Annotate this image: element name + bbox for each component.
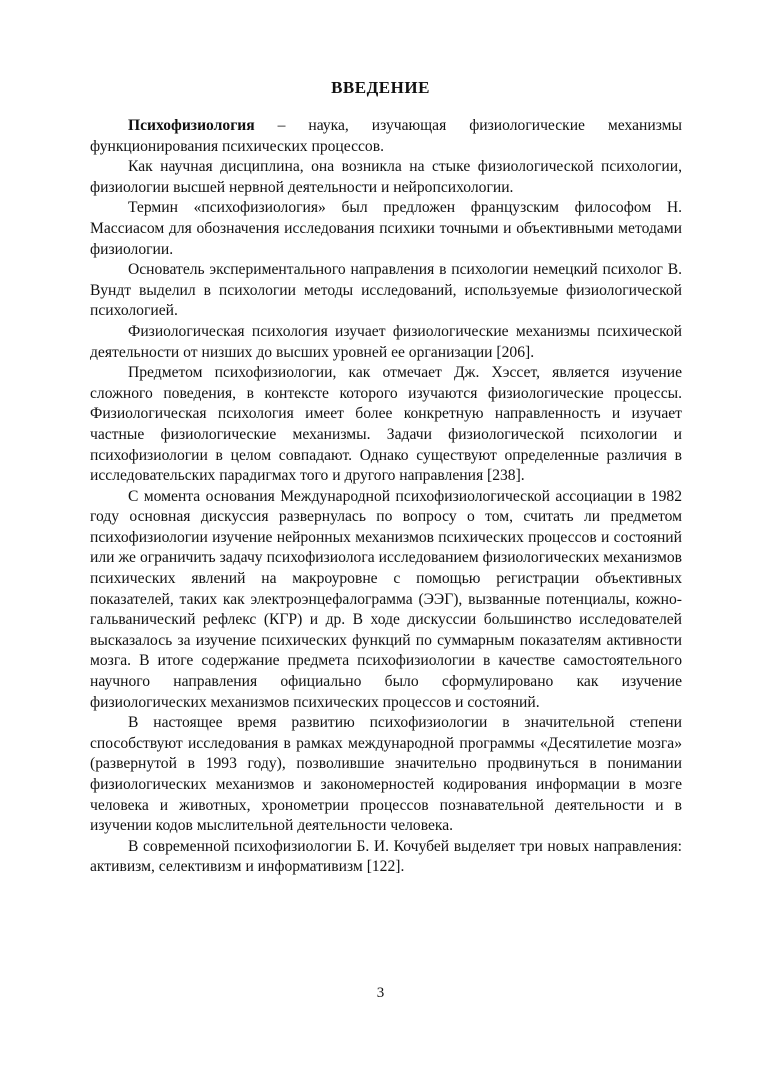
paragraph-text: – наука, изучающая физиологические механизмы функционирования психических процессов. bbox=[90, 117, 682, 155]
paragraph: С момента основания Международной психофизиологической ассоциации в 1982 году основная дискуссия развернулась по вопросу о том, считать ли предметом психофизиологии изучение нейронных механизмов психических процессов и состояний или же ограничить задачу психофизиолога исследованием физиологических механизмов психических явлений на макроуровне с помощью регистрации объективных показателей, таких как электроэнцефалограмма (ЭЭГ), вызванные потенциалы, кожно-гальванический рефлекс (КГР) и др. В ходе дискуссии большинство исследователей высказалось за изучение психических функций по суммарным показателям активности мозга. В итоге содержание предмета психофизиологии в качестве самостоятельного научного направления официально было сформулировано как изучение физиологических механизмов психических процессов и состояний. bbox=[90, 487, 682, 711]
page-number: 3 bbox=[376, 985, 385, 1001]
defined-term: Психофизиология bbox=[128, 117, 255, 134]
paragraph: Как научная дисциплина, она возникла на стыке физиологической психологии, физиологии высшей нервной деятельности и нейропсихологии. bbox=[90, 158, 682, 196]
body-text bbox=[90, 116, 682, 878]
paragraph: Физиологическая психология изучает физиологические механизмы психической деятельности от низших до высших уровней ее организации [206]. bbox=[90, 322, 682, 361]
paragraph: В настоящее время развитию психофизиологии в значительной степени способствуют исследования в рамках международной программы «Десятилетие мозга» (развернутой в 1993 году), позволившие значительно продвинуться в понимании физиологических механизмов и закономерностей кодирования информации в мозге человека и животных, хронометрии процессов познавательной деятельности и в изучении кодов мыслительной деятельности человека. bbox=[90, 714, 682, 835]
paragraph: Предметом психофизиологии, как отмечает Дж. Хэссет, является изучение сложного поведения, в контексте которого изучаются физиологические процессы. Физиологическая психология имеет более конкретную направленность и изучает частные физиологические механизмы. Задачи физиологической психологии и психофизиологии в целом совпадают. Однако существуют определенные различия в исследовательских парадигмах того и другого направления [238]. bbox=[90, 364, 682, 485]
paragraph bbox=[90, 116, 682, 157]
paragraph: Термин «психофизиология» был предложен французским философом Н. Массиасом для обозначения исследования психики точными и объективными методами физиологии. bbox=[90, 199, 682, 258]
page-heading: ВВЕДЕНИЕ bbox=[331, 78, 430, 97]
paragraph: Основатель экспериментального направления в психологии немецкий психолог В. Вундт выделил в психологии методы исследований, используемые физиологической психологией. bbox=[90, 261, 682, 320]
paragraph: В современной психофизиологии Б. И. Кочубей выделяет три новых направления: активизм, селективизм и информативизм [122]. bbox=[90, 837, 682, 876]
